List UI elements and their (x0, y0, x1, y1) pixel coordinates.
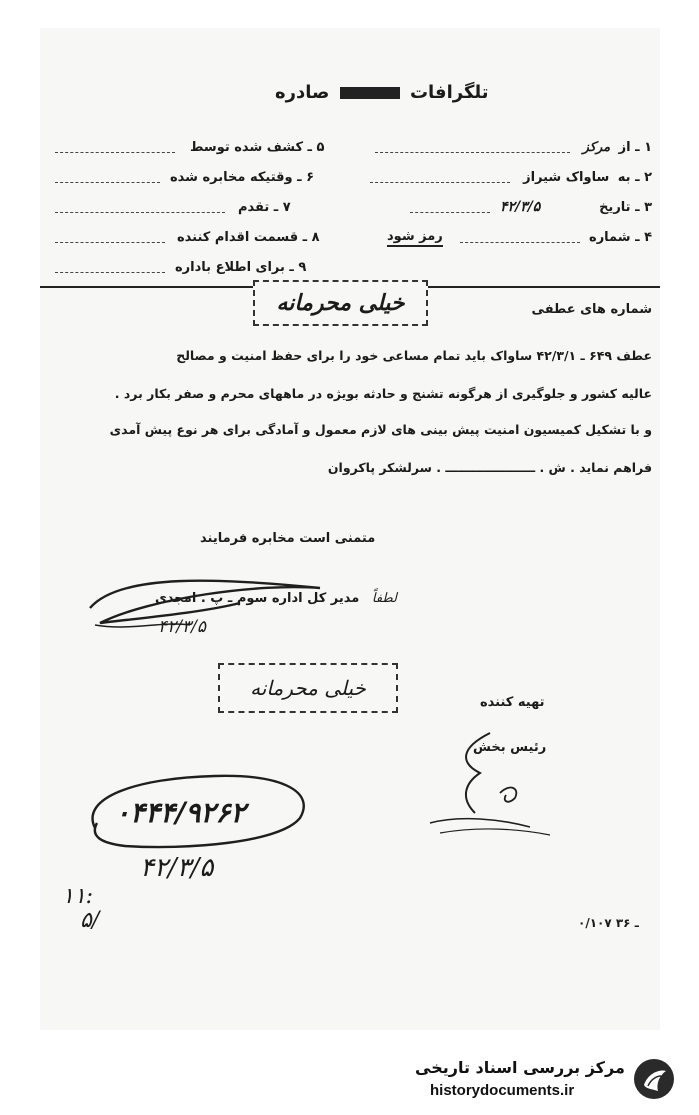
preparer-signature (420, 723, 580, 843)
field-priority: ۷ ـ تقدم (238, 200, 291, 215)
handwritten-date-2: ۴۲/۳/۵ (140, 853, 214, 883)
field-date-value: ۴۲/۳/۵ (500, 199, 541, 215)
archive-logo-icon (630, 1055, 678, 1103)
document-reference: ۰/۱۰۷ ـ ۳۶ (578, 916, 639, 930)
sub-numbers-label: شماره های عطفی (531, 302, 652, 317)
section-head-label: رئیس بخش (473, 740, 547, 755)
code-note: رمز شود (387, 229, 443, 247)
field-to: ۲ ـ به ساواک شیراز (523, 170, 652, 185)
preparer-label: تهیه کننده (480, 695, 545, 710)
field-number-line (460, 242, 580, 243)
telegram-document (40, 28, 660, 1030)
field-sent-time: ۶ ـ وقتیکه مخابره شده (170, 170, 315, 185)
field-action-dept-line (55, 242, 165, 243)
margin-note-2: ۵/ (80, 908, 100, 933)
footer-website: historydocuments.ir (430, 1082, 575, 1099)
field-from: ۱ ـ از مرکز (582, 140, 652, 155)
margin-note-1: ۱۱: (62, 884, 94, 909)
field-info-to: ۹ ـ برای اطلاع باداره (175, 260, 307, 275)
field-decoded-by-line (55, 152, 175, 153)
body-line-3: و با تشکیل کمیسیون امنیت پیش بینی های لازم معمول و آمادگی برای هر نوع پیش آمدی (109, 422, 652, 437)
title-redaction (340, 87, 400, 99)
director-signature (80, 563, 380, 643)
handwritten-number: ۰۴۴۴/۹۲۶۲ (115, 796, 246, 829)
field-action-dept: ۸ ـ قسمت اقدام کننده (177, 230, 320, 245)
footer-org-name: مرکز بررسی اسناد تاریخی (415, 1058, 625, 1077)
field-info-to-line (55, 272, 165, 273)
field-date-line (410, 212, 490, 213)
body-line-2: عالیه کشور و جلوگیری از هرگونه تشنج و حادثه بویژه در ماههای محرم و صفر بکار برد . (114, 386, 652, 401)
transmit-note: متمنی است مخابره فرمایند (200, 531, 376, 546)
field-number: ۴ ـ شماره (589, 230, 652, 245)
field-decoded-by: ۵ ـ کشف شده توسط (190, 140, 325, 155)
field-sent-time-line (55, 182, 160, 183)
director-line: لطفاً مدیر کل اداره سوم ـ پ . امجدی (155, 591, 398, 606)
second-stamp: خیلی محرمانه (218, 663, 398, 713)
field-from-line (375, 152, 570, 153)
handwritten-date-1: ۴۲/۳/۵ (158, 617, 206, 637)
body-line-4: فراهم نماید . ش . ـــــــــــــــــــــ . سرلشکر پاکروان (327, 460, 652, 475)
field-to-line (370, 182, 510, 183)
title-right: صادره (275, 82, 330, 103)
body-line-1: عطف ۶۴۹ ـ ۴۲/۳/۱ ساواک باید تمام مساعی خود را برای حفظ امنیت و مصالح (176, 348, 652, 363)
document-title (275, 82, 489, 103)
classification-stamp: خیلی محرمانه (253, 280, 428, 326)
field-date: ۳ ـ تاریخ (599, 200, 652, 215)
title-left: تلگرافات (409, 82, 489, 103)
field-priority-line (55, 212, 225, 213)
